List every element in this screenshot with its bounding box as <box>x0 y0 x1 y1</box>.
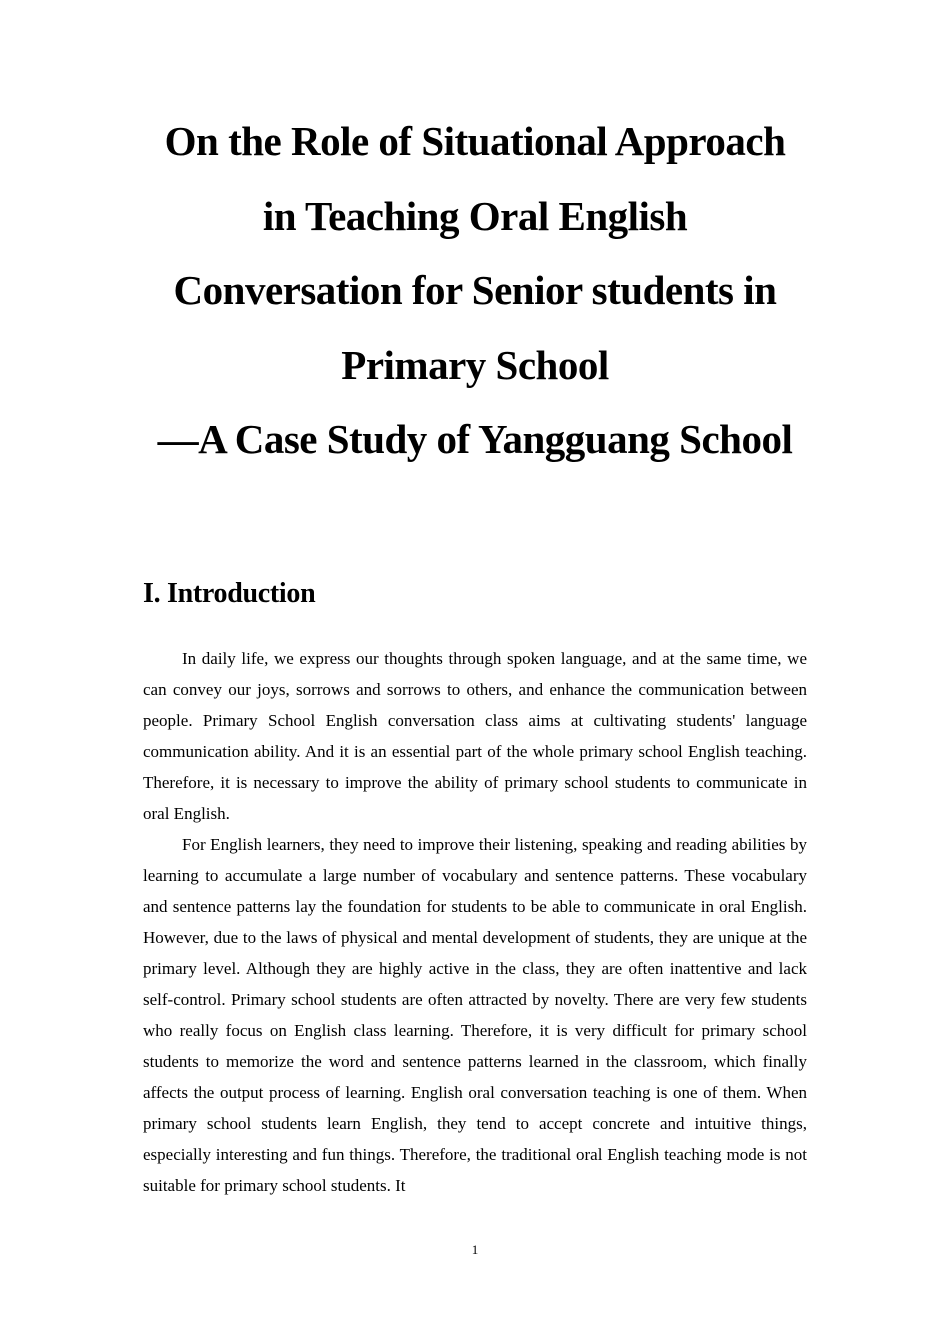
paragraph-2: For English learners, they need to improve their listening, speaking and reading abilities by learning to accumulate a large number of vocabulary and sentence patterns. These vocabulary and sentence patterns lay the foundation for students to be able to communicate in oral English. However, due to the laws of physical and mental development of students, they are unique at the primary level. Although they are highly active in the class, they are often inattentive and lack self-control. Primary school students are often attracted by novelty. There are very few students who really focus on English class learning. Therefore, it is very difficult for primary school students to memorize the word and sentence patterns learned in the classroom, which finally affects the output process of learning. English oral conversation teaching is one of them. When primary school students learn English, they tend to accept concrete and intuitive things, especially interesting and fun things. Therefore, the traditional oral English teaching mode is not suitable for primary school students. It <box>143 834 807 1195</box>
title-line-2: in Teaching Oral English <box>262 192 688 239</box>
paper-title <box>143 0 807 477</box>
title-line-4: Primary School <box>341 341 609 388</box>
paragraph-1: In daily life, we express our thoughts through spoken language, and at the same time, we can convey our joys, sorrows and sorrows to others, and enhance the communication between people. Primary School English conversation class aims at cultivating students' language communication ability. And it is an essential part of the whole primary school English teaching. Therefore, it is necessary to improve the ability of primary school students to communicate in oral English. <box>143 648 807 823</box>
title-line-3: Conversation for Senior students in <box>173 267 777 313</box>
title-line-1: On the Role of Situational Approach <box>164 118 786 164</box>
section-heading-introduction: I. Introduction <box>143 577 316 609</box>
page-number: 1 <box>471 1242 479 1257</box>
title-subtitle-case-study: —A Case Study of Yangguang School <box>157 416 793 462</box>
